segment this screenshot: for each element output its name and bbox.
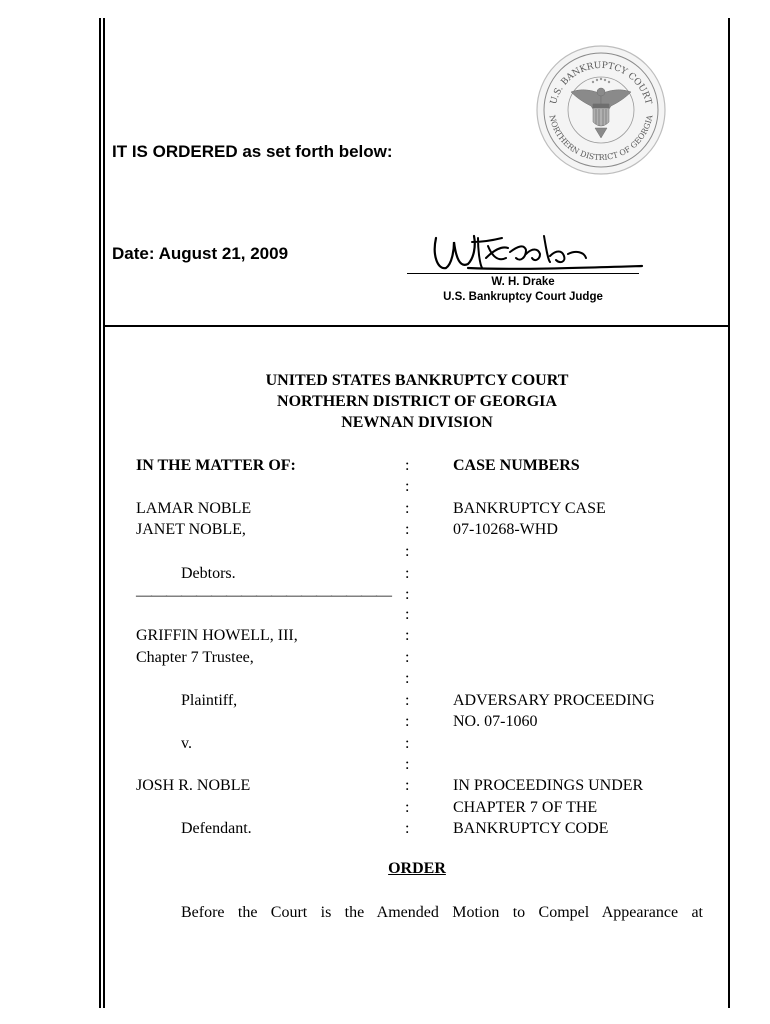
- court-division: NEWNAN DIVISION: [341, 414, 493, 431]
- caption-colon: :: [405, 777, 410, 794]
- caption-colon: :: [405, 606, 410, 623]
- caption-colon: :: [405, 521, 410, 538]
- caption-colon: :: [405, 670, 410, 687]
- court-seal: [535, 42, 667, 180]
- svg-text:U.S. BANKRUPTCY COURT: U.S. BANKRUPTCY COURT: [549, 60, 653, 106]
- trustee-title: Chapter 7 Trustee,: [136, 649, 254, 666]
- order-date: Date: August 21, 2009: [112, 244, 289, 263]
- court-district: NORTHERN DISTRICT OF GEORGIA: [277, 393, 557, 410]
- caption-colon: :: [405, 627, 410, 644]
- caption-colon: :: [405, 649, 410, 666]
- caption-colon: :: [405, 478, 410, 495]
- defendant-name: JOSH R. NOBLE: [136, 777, 251, 794]
- bankruptcy-case-label: BANKRUPTCY CASE: [453, 500, 606, 517]
- plaintiff-label: Plaintiff,: [181, 692, 238, 709]
- case-numbers-heading: CASE NUMBERS: [453, 457, 580, 474]
- left-margin-rule: [99, 18, 101, 1008]
- svg-text:NORTHERN DISTRICT OF GEORGIA: NORTHERN DISTRICT OF GEORGIA: [547, 114, 655, 163]
- order-heading: [104, 860, 730, 878]
- caption-divider: —————————————————: [136, 587, 391, 604]
- adversary-proceeding-number: NO. 07-1060: [453, 713, 538, 730]
- caption-colon: :: [405, 713, 410, 730]
- trustee-name: GRIFFIN HOWELL, III,: [136, 627, 298, 644]
- defendant-label: Defendant.: [181, 820, 252, 837]
- caption-colon: :: [405, 820, 410, 837]
- caption-colon: :: [405, 799, 410, 816]
- caption-colon: :: [405, 500, 410, 517]
- matter-heading: IN THE MATTER OF:: [136, 457, 296, 474]
- caption-colon: :: [405, 756, 410, 773]
- order-body-text: Before the Court is the Amended Motion to Compel Appearance at: [181, 904, 703, 921]
- bankruptcy-case-number: 07-10268-WHD: [453, 521, 558, 538]
- horizontal-divider: [104, 325, 730, 327]
- debtor-name: JANET NOBLE,: [136, 521, 246, 538]
- proceedings-line: BANKRUPTCY CODE: [453, 820, 609, 837]
- judge-name: W. H. Drake: [491, 276, 555, 288]
- signature-line: [407, 273, 639, 274]
- caption-colon: :: [405, 457, 410, 474]
- order-heading-text: ORDER: [388, 860, 446, 877]
- proceedings-line: IN PROCEEDINGS UNDER: [453, 777, 644, 794]
- caption-colon: :: [405, 735, 410, 752]
- judge-signature: [428, 228, 648, 276]
- adversary-proceeding-label: ADVERSARY PROCEEDING: [453, 692, 655, 709]
- debtor-name: LAMAR NOBLE: [136, 500, 252, 517]
- judge-title: U.S. Bankruptcy Court Judge: [443, 291, 603, 303]
- caption-colon: :: [405, 565, 410, 582]
- debtors-label: Debtors.: [181, 565, 236, 582]
- caption-colon: :: [405, 692, 410, 709]
- versus-label: v.: [181, 735, 192, 752]
- caption-colon: :: [405, 586, 410, 603]
- court-name: UNITED STATES BANKRUPTCY COURT: [265, 372, 569, 389]
- proceedings-line: CHAPTER 7 OF THE: [453, 799, 598, 816]
- ordered-statement: IT IS ORDERED as set forth below:: [112, 142, 393, 161]
- caption-colon: :: [405, 543, 410, 560]
